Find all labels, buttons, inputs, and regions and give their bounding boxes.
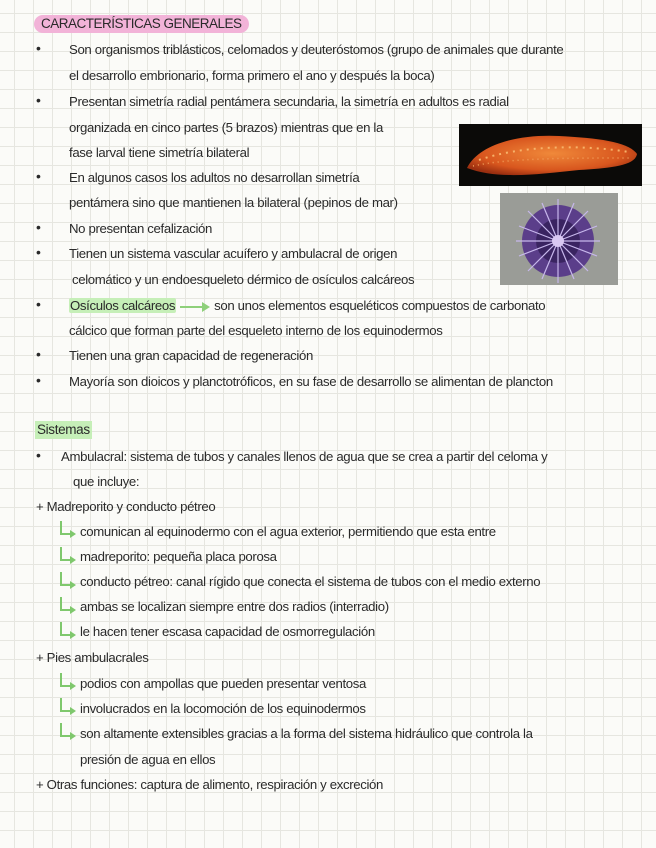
list-item: involucrados en la locomoción de los equinodermos bbox=[80, 701, 366, 716]
branch-arrow-icon bbox=[60, 521, 70, 535]
text-line: que incluye: bbox=[73, 474, 140, 489]
bullet: • bbox=[36, 447, 41, 463]
text-line: el desarrollo embrionario, forma primero el ano y después la boca) bbox=[69, 68, 435, 83]
branch-arrow-icon bbox=[60, 723, 70, 737]
subheading: + Pies ambulacrales bbox=[36, 650, 149, 665]
text-line: cálcico que forman parte del esqueleto interno de los equinodermos bbox=[69, 323, 443, 338]
branch-arrow-icon bbox=[60, 622, 70, 636]
bullet: • bbox=[36, 219, 41, 235]
arrow-right-icon bbox=[180, 302, 210, 312]
list-item: conducto pétreo: canal rígido que conecta el sistema de tubos con el medio externo bbox=[80, 574, 541, 589]
bullet: • bbox=[36, 92, 41, 108]
text-line: organizada en cinco partes (5 brazos) mientras que en la bbox=[69, 120, 383, 135]
text-line: celomático y un endoesqueleto dérmico de osículos calcáreos bbox=[72, 272, 415, 287]
text-line: Tienen un sistema vascular acuífero y ambulacral de origen bbox=[69, 246, 398, 261]
bullet: • bbox=[36, 296, 41, 312]
sea-cucumber-photo bbox=[459, 124, 642, 186]
page-title: CARACTERÍSTICAS GENERALES bbox=[34, 15, 249, 33]
list-item: ambas se localizan siempre entre dos radios (interradio) bbox=[80, 599, 389, 614]
subheading: + Madreporito y conducto pétreo bbox=[36, 499, 216, 514]
list-item: podios con ampollas que pueden presentar ventosa bbox=[80, 676, 366, 691]
bullet: • bbox=[36, 244, 41, 260]
list-item: madreporito: pequeña placa porosa bbox=[80, 549, 277, 564]
text-line: pentámera sino que mantienen la bilateral (pepinos de mar) bbox=[69, 195, 398, 210]
text-span: son unos elementos esqueléticos compuestos de carbonato bbox=[214, 298, 546, 313]
branch-arrow-icon bbox=[60, 673, 70, 687]
text-line: + Otras funciones: captura de alimento, respiración y excreción bbox=[36, 777, 384, 792]
text-line: No presentan cefalización bbox=[69, 221, 212, 236]
text-line: Presentan simetría radial pentámera secundaria, la simetría en adultos es radial bbox=[69, 94, 509, 109]
branch-arrow-icon bbox=[60, 597, 70, 611]
branch-arrow-icon bbox=[60, 572, 70, 586]
text-line: Tienen una gran capacidad de regeneración bbox=[69, 348, 313, 363]
bullet: • bbox=[36, 40, 41, 56]
list-item: son altamente extensibles gracias a la forma del sistema hidráulico que controla la bbox=[80, 726, 533, 741]
text-line: fase larval tiene simetría bilateral bbox=[69, 145, 250, 160]
bullet: • bbox=[36, 168, 41, 184]
text-line bbox=[69, 296, 545, 316]
highlight-term: Osículos calcáreos bbox=[70, 298, 176, 313]
bullet: • bbox=[36, 372, 41, 388]
sea-urchin-photo bbox=[500, 193, 618, 285]
text-line: Son organismos triblásticos, celomados y deuteróstomos (grupo de animales que durante bbox=[69, 42, 564, 57]
list-item: le hacen tener escasa capacidad de osmorregulación bbox=[80, 624, 375, 639]
list-item: presión de agua en ellos bbox=[80, 752, 216, 767]
bullet: • bbox=[36, 346, 41, 362]
branch-arrow-icon bbox=[60, 547, 70, 561]
branch-arrow-icon bbox=[60, 698, 70, 712]
list-item: comunican al equinodermo con el agua exterior, permitiendo que esta entre bbox=[80, 524, 496, 539]
text-line: Ambulacral: sistema de tubos y canales llenos de agua que se crea a partir del celoma y bbox=[61, 449, 548, 464]
section-heading: Sistemas bbox=[37, 422, 90, 437]
text-line: En algunos casos los adultos no desarrollan simetría bbox=[69, 170, 360, 185]
text-line: Mayoría son dioicos y planctotróficos, en su fase de desarrollo se alimentan de plancton bbox=[69, 374, 553, 389]
